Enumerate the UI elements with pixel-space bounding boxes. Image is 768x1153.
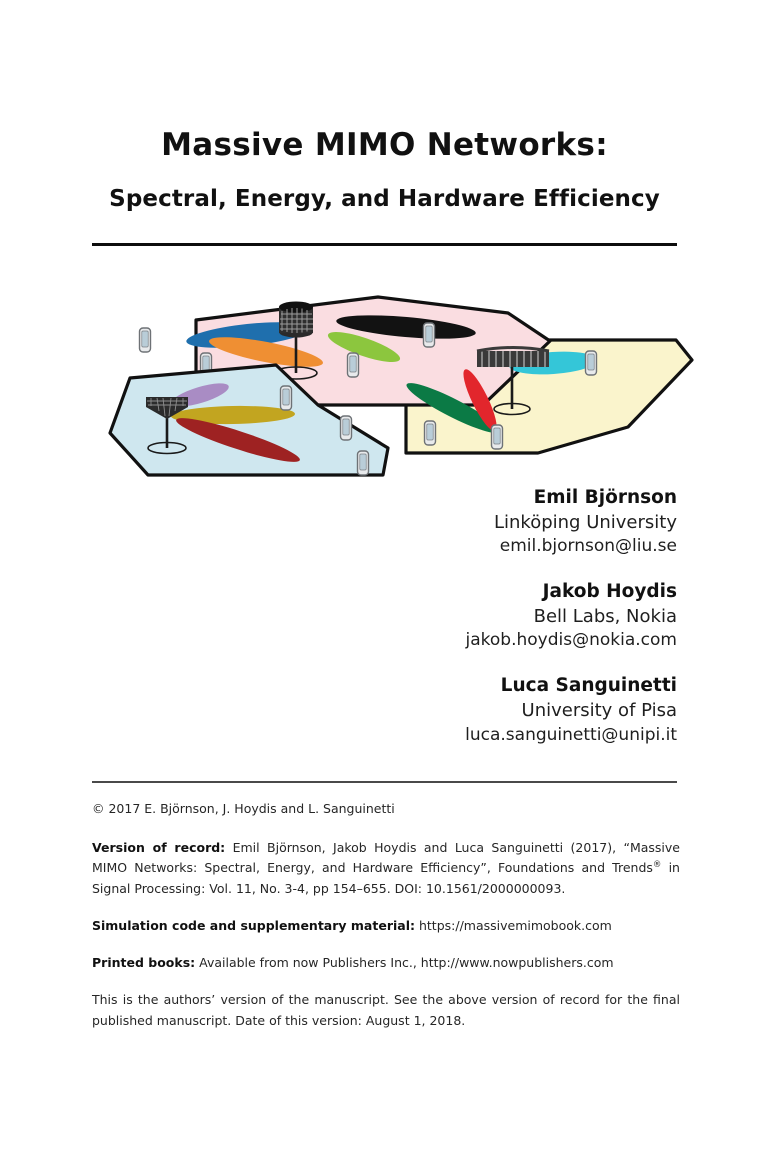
- author-affiliation: University of Pisa: [521, 700, 677, 722]
- author-name: Luca Sanguinetti: [500, 675, 677, 697]
- author-affiliation: Bell Labs, Nokia: [533, 606, 677, 628]
- copyright-line: © 2017 E. Björnson, J. Hoydis and L. Sanguinetti: [92, 801, 395, 816]
- printed-books-label: Printed books:: [92, 955, 196, 971]
- version-disclaimer: This is the authors’ version of the manuscript. See the above version of record for the final published manuscript. Date of this version: August 1, 2018.: [92, 992, 680, 1028]
- page-title: Massive MIMO Networks:: [161, 127, 608, 163]
- author-list: [277, 486, 677, 747]
- page-subtitle: Spectral, Energy, and Hardware Efficiency: [109, 185, 660, 212]
- author-entry: [277, 580, 677, 652]
- user-device: [341, 416, 352, 440]
- simulation-code-label: Simulation code and supplementary material:: [92, 917, 415, 933]
- user-device: [586, 351, 597, 375]
- author-affiliation: Linköping University: [493, 511, 677, 533]
- divider-top: [92, 243, 677, 246]
- title-block: [92, 128, 677, 213]
- footer-metadata: [92, 800, 680, 1031]
- author-email: jakob.hoydis@nokia.com: [465, 630, 677, 651]
- user-device: [424, 323, 435, 347]
- author-entry: [277, 486, 677, 558]
- version-of-record-text-1: Emil Björnson, Jakob Hoydis and Luca Sanguinetti (2017), “Massive MIMO Networks: Spectral, Energy, and Hardware Efficiency”, Foundations and Trends: [92, 840, 680, 876]
- author-name: Jakob Hoydis: [542, 581, 677, 603]
- divider-bottom: [92, 781, 677, 783]
- author-email: luca.sanguinetti@unipi.it: [465, 724, 677, 745]
- cover-illustration: [88, 285, 696, 485]
- user-device: [140, 328, 151, 352]
- printed-books-line: [92, 953, 680, 973]
- version-of-record: [92, 838, 680, 899]
- printed-books-text[interactable]: Available from now Publishers Inc., http://www.nowpublishers.com: [199, 955, 614, 971]
- user-device: [425, 421, 436, 445]
- author-entry: [277, 674, 677, 746]
- registered-trademark-icon: ®: [652, 860, 662, 871]
- user-device: [358, 451, 369, 475]
- version-of-record-text-2: in Signal Processing: Vol. 11, No. 3-4, pp 154–655. DOI: 10.1561/2000000093.: [92, 860, 680, 896]
- user-device: [492, 425, 503, 449]
- simulation-code-url[interactable]: https://massivemimobook.com: [418, 917, 612, 933]
- simulation-code-line: [92, 916, 680, 936]
- user-device: [348, 353, 359, 377]
- version-of-record-label: Version of record:: [92, 840, 226, 856]
- author-name: Emil Björnson: [533, 487, 677, 508]
- user-device: [281, 386, 292, 410]
- author-email: emil.bjornson@liu.se: [499, 536, 677, 557]
